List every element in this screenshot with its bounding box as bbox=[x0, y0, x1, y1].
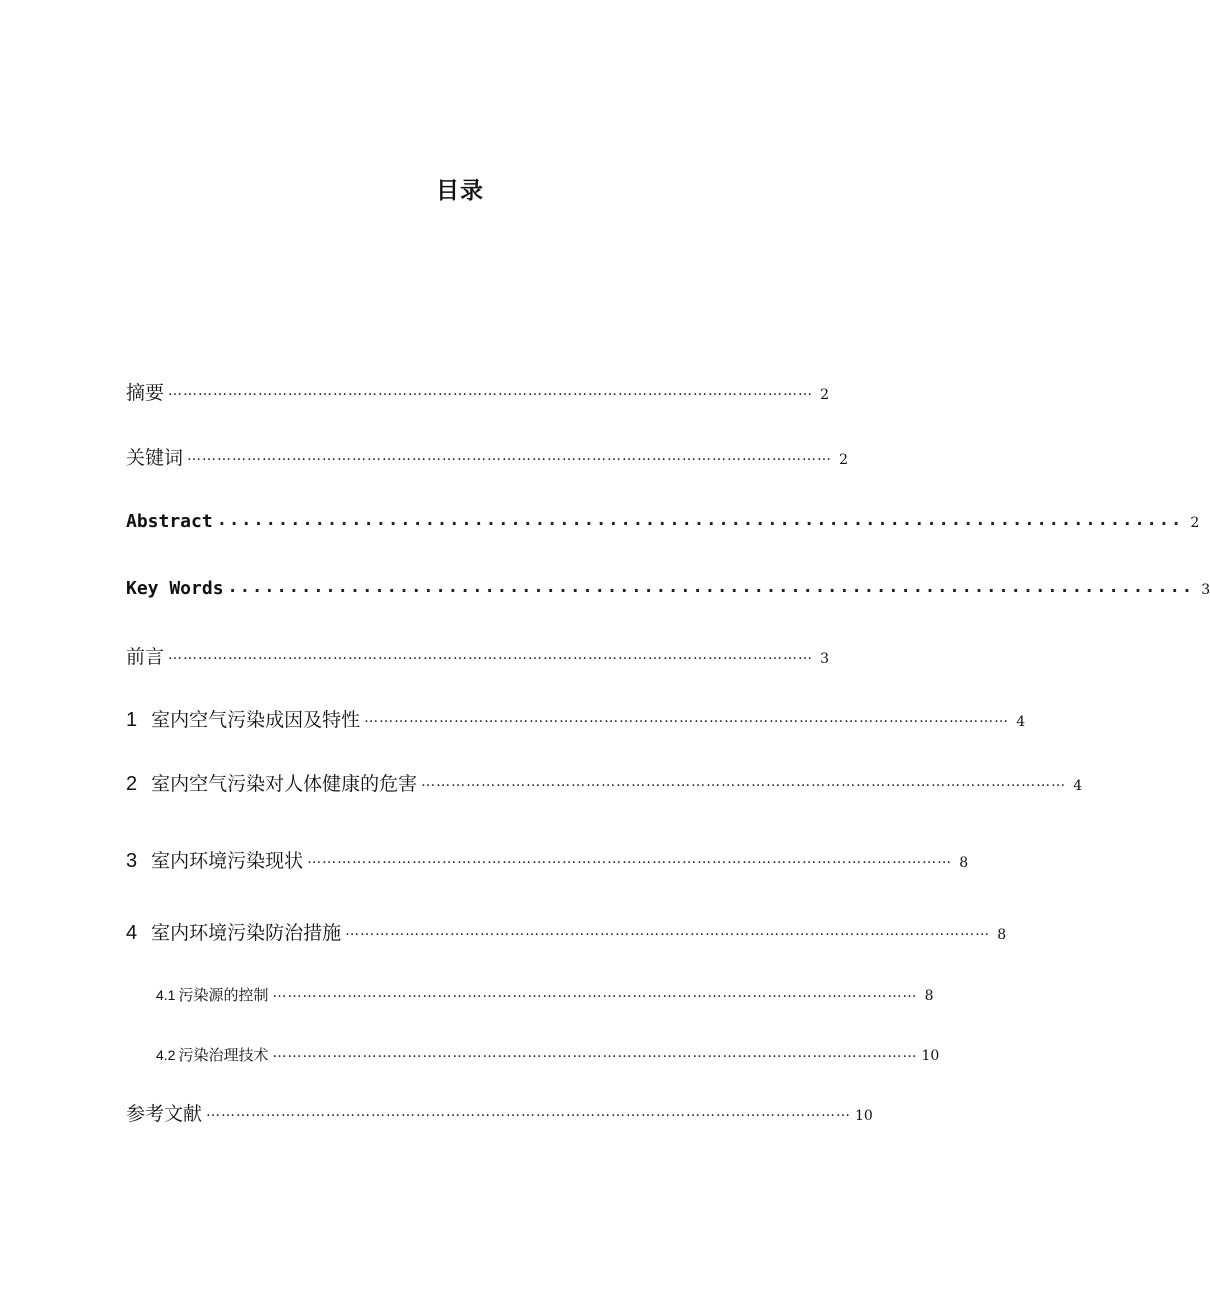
toc-entry-chapter-4[interactable] bbox=[126, 918, 1007, 948]
toc-entry-number: 4.1 bbox=[156, 987, 176, 1003]
toc-leader-dots: ………………………………………………………………………………………………………………… bbox=[187, 448, 833, 464]
toc-entry-number: 4.2 bbox=[156, 1047, 176, 1063]
toc-leader-dots: ………………………………………………………………………………………………………………… bbox=[168, 647, 814, 663]
toc-entry-chapter-3[interactable] bbox=[126, 846, 969, 876]
toc-entry-page: 2 bbox=[820, 387, 830, 403]
toc-entry-chapter-1[interactable] bbox=[126, 705, 1026, 735]
toc-entry-number: 3 bbox=[126, 850, 138, 872]
toc-leader-dots: ………………………………………………………………………………………………………………… bbox=[421, 774, 1067, 790]
toc-entry-references[interactable] bbox=[126, 1099, 873, 1129]
toc-leader-dots: ………………………………………………………………………………………………………………… bbox=[272, 985, 918, 1001]
toc-entry-abstract-cn[interactable] bbox=[126, 378, 830, 408]
toc-entry-abstract-en[interactable] bbox=[126, 507, 1200, 537]
toc-entry-page: 2 bbox=[1190, 515, 1200, 531]
toc-entry-section-4-1[interactable] bbox=[156, 980, 934, 1010]
toc-entry-label: 关键词 bbox=[126, 447, 184, 469]
toc-leader-dots: ............................................................................... bbox=[216, 510, 1184, 530]
toc-leader-dots: ………………………………………………………………………………………………………………… bbox=[272, 1045, 918, 1061]
toc-entry-keywords-en[interactable] bbox=[126, 574, 1210, 604]
toc-entry-number: 4 bbox=[126, 922, 138, 944]
toc-entry-page: 3 bbox=[1201, 582, 1210, 598]
toc-title: 目录 bbox=[436, 178, 484, 204]
toc-entry-number: 2 bbox=[126, 773, 138, 795]
toc-entry-label: 室内空气污染对人体健康的危害 bbox=[151, 773, 418, 795]
toc-entry-page: 4 bbox=[1016, 714, 1026, 730]
toc-leader-dots: ………………………………………………………………………………………………………………… bbox=[206, 1104, 852, 1120]
toc-entry-label: 前言 bbox=[126, 646, 165, 668]
toc-entry-page: 8 bbox=[924, 988, 934, 1004]
toc-entry-label: Key Words bbox=[126, 578, 224, 599]
toc-entry-page: 10 bbox=[855, 1108, 873, 1124]
toc-entry-label: 室内空气污染成因及特性 bbox=[151, 709, 361, 731]
toc-entry-page: 4 bbox=[1073, 778, 1083, 794]
toc-entry-number: 1 bbox=[126, 709, 138, 731]
toc-entry-label: 污染源的控制 bbox=[178, 986, 269, 1004]
toc-entry-page: 8 bbox=[997, 927, 1007, 943]
toc-entry-page: 10 bbox=[921, 1048, 940, 1064]
toc-entry-chapter-2[interactable] bbox=[126, 769, 1083, 799]
toc-leader-dots: ………………………………………………………………………………………………………………… bbox=[364, 710, 1010, 726]
toc-entry-page: 3 bbox=[820, 651, 830, 667]
toc-entry-label: 室内环境污染现状 bbox=[151, 850, 304, 872]
toc-leader-dots: ………………………………………………………………………………………………………………… bbox=[168, 383, 814, 399]
toc-entry-keywords-cn[interactable] bbox=[126, 443, 849, 473]
toc-entry-section-4-2[interactable] bbox=[156, 1040, 940, 1070]
toc-entry-label: 摘要 bbox=[126, 382, 165, 404]
toc-entry-page: 2 bbox=[839, 452, 849, 468]
toc-entry-label: 参考文献 bbox=[126, 1103, 203, 1125]
toc-entry-label: Abstract bbox=[126, 511, 213, 532]
toc-entry-page: 8 bbox=[959, 855, 969, 871]
toc-entry-label: 室内环境污染防治措施 bbox=[151, 922, 342, 944]
toc-entry-label: 污染治理技术 bbox=[178, 1046, 269, 1064]
toc-leader-dots: ………………………………………………………………………………………………………………… bbox=[345, 923, 991, 939]
toc-entry-preface[interactable] bbox=[126, 642, 830, 672]
toc-leader-dots: ............................................................................... bbox=[227, 577, 1195, 597]
toc-leader-dots: ………………………………………………………………………………………………………………… bbox=[307, 851, 953, 867]
